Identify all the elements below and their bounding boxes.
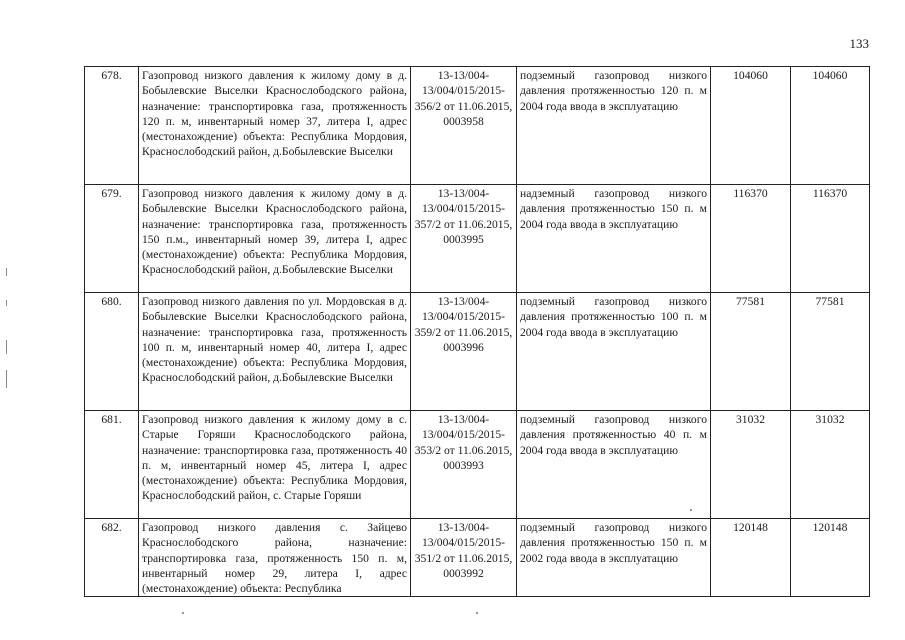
technical-characteristics: подземный газопровод низкого давления протяженностью 150 п. м 2002 года ввода в эксплуатацию — [517, 519, 711, 597]
scan-mark — [6, 300, 7, 306]
table-row — [85, 293, 870, 411]
technical-characteristics: подземный газопровод низкого давления протяженностью 120 п. м 2004 года ввода в эксплуатацию — [517, 67, 711, 185]
table-row — [85, 411, 870, 519]
property-registry-table — [84, 66, 870, 597]
value-cell: 104060 — [711, 67, 791, 185]
registration-record: 13-13/004-13/004/015/2015-356/2 от 11.06.2015, 0003958 — [411, 67, 517, 185]
value-cell: 116370 — [791, 185, 870, 293]
row-number: 679. — [85, 185, 139, 293]
row-number: 678. — [85, 67, 139, 185]
value-cell: 31032 — [711, 411, 791, 519]
object-description: Газопровод низкого давления к жилому дому в д. Бобылевские Выселки Краснослободского района, назначение: транспортировка газа, протяженность 150 п.м., инвентарный номер 39, литера I, адрес (местонахождение) объекта: Республика Мордовия, Краснослободский район, д.Бобылевские Выселки — [139, 185, 411, 293]
technical-characteristics: подземный газопровод низкого давления протяженностью 40 п. м 2004 года ввода в эксплуатацию — [517, 411, 711, 519]
technical-characteristics: подземный газопровод низкого давления протяженностью 100 п. м 2004 года ввода в эксплуатацию — [517, 293, 711, 411]
value-cell: 116370 — [711, 185, 791, 293]
object-description: Газопровод низкого давления с. Зайцево Краснослободского района, назначение: транспортировка газа, протяженность 150 п. м, инвентарный номер 29, литера I, адрес (местонахождение) объекта: Республика — [139, 519, 411, 597]
registration-record: 13-13/004-13/004/015/2015-357/2 от 11.06.2015, 0003995 — [411, 185, 517, 293]
table-row — [85, 185, 870, 293]
scan-mark — [6, 370, 7, 388]
object-description: Газопровод низкого давления к жилому дому в д. Бобылевские Выселки Краснослободского района, назначение: транспортировка газа, протяженность 120 п. м, инвентарный номер 37, литера I, адрес (местонахождение) объекта: Республика Мордовия, Краснослободский район, д.Бобылевские Выселки — [139, 67, 411, 185]
value-cell: 77581 — [711, 293, 791, 411]
registration-record: 13-13/004-13/004/015/2015-353/2 от 11.06.2015, 0003993 — [411, 411, 517, 519]
row-number: 682. — [85, 519, 139, 597]
object-description: Газопровод низкого давления к жилому дому в с. Старые Горяши Краснослободского района, назначение: транспортировка газа, протяженность 40 п. м, инвентарный номер 45, литера I, адрес (местонахождение) объекта: Республика Мордовия, Краснослободский район, с. Старые Горяши — [139, 411, 411, 519]
value-cell: 31032 — [791, 411, 870, 519]
object-description: Газопровод низкого давления по ул. Мордовская в д. Бобылевские Выселки Краснослободского района, назначение: транспортировка газа, протяженность 100 п. м, инвентарный номер 40, литера I, адрес (местонахождение) объекта: Республика Мордовия, Краснослободский район, д.Бобылевские Выселки — [139, 293, 411, 411]
value-cell: 104060 — [791, 67, 870, 185]
scan-mark — [6, 268, 7, 276]
registration-record: 13-13/004-13/004/015/2015-351/2 от 11.06.2015, 0003992 — [411, 519, 517, 597]
technical-characteristics: надземный газопровод низкого давления протяженностью 150 п. м 2004 года ввода в эксплуатацию — [517, 185, 711, 293]
value-cell: 77581 — [791, 293, 870, 411]
scan-mark — [6, 340, 7, 354]
table-row — [85, 67, 870, 185]
page-number: 133 — [849, 36, 869, 51]
registration-record: 13-13/004-13/004/015/2015-359/2 от 11.06.2015, 0003996 — [411, 293, 517, 411]
scan-dot — [476, 612, 478, 614]
value-cell: 120148 — [711, 519, 791, 597]
table-row — [85, 519, 870, 597]
scan-dot — [182, 612, 184, 614]
value-cell: 120148 — [791, 519, 870, 597]
row-number: 681. — [85, 411, 139, 519]
row-number: 680. — [85, 293, 139, 411]
